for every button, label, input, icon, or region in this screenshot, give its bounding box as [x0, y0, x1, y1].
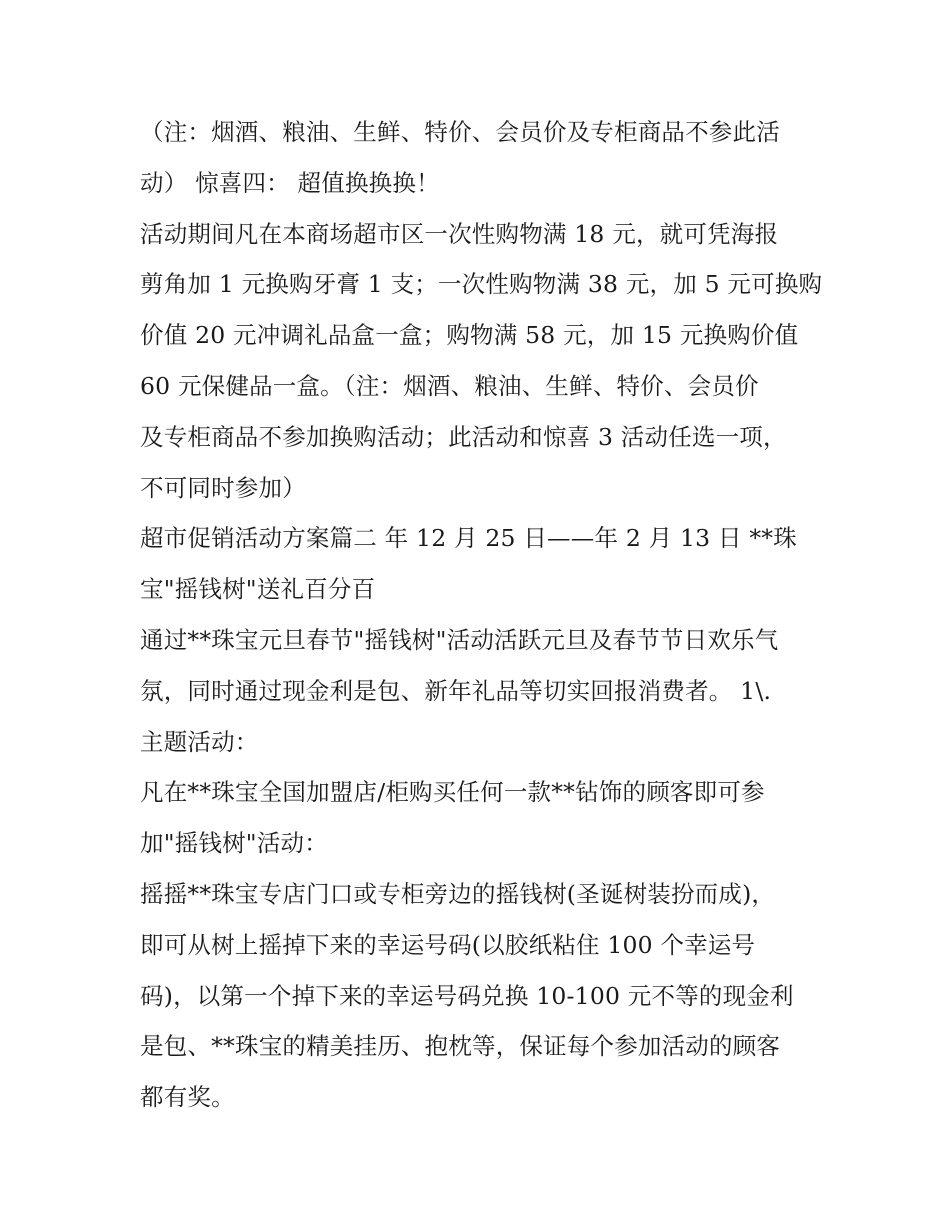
text-line: （注：烟酒、粮油、生鲜、特价、会员价及专柜商品不参此活	[140, 118, 780, 146]
text-line: 不可同时参加）	[140, 473, 306, 502]
text-line: 通过**珠宝元旦春节"摇钱树"活动活跃元旦及春节节日欢乐气	[140, 625, 779, 654]
text-line: 60 元保健品一盒。（注：烟酒、粮油、生鲜、特价、会员价	[140, 371, 759, 400]
text-line: 都有奖。	[140, 1083, 235, 1112]
text-line: 超市促销活动方案篇二 年 12 月 25 日——年 2 月 13 日 **珠	[140, 524, 797, 553]
text-line: 摇摇**珠宝专店门口或专柜旁边的摇钱树(圣诞树装扮而成)，	[140, 879, 776, 908]
text-line: 凡在**珠宝全国加盟店/柜购买任何一款**钻饰的顾客即可参	[140, 778, 765, 807]
document-body	[140, 107, 823, 1123]
text-line: 动） 惊喜四： 超值换换换！	[140, 168, 440, 197]
text-line: 加"摇钱树"活动：	[140, 829, 328, 858]
text-line: 即可从树上摇掉下来的幸运号码(以胶纸粘住 100 个幸运号	[140, 930, 756, 959]
text-line: 主题活动：	[140, 727, 259, 756]
text-line: 氛，同时通过现金利是包、新年礼品等切实回报消费者。 1\.	[140, 676, 772, 705]
text-line: 及专柜商品不参加换购活动；此活动和惊喜 3 活动任选一项，	[140, 422, 787, 451]
text-line: 剪角加 1 元换购牙膏 1 支；一次性购物满 38 元，加 5 元可换购	[140, 270, 823, 299]
text-line: 宝"摇钱树"送礼百分百	[140, 575, 376, 604]
text-line: 码)，以第一个掉下来的幸运号码兑换 10-100 元不等的现金利	[140, 981, 794, 1010]
text-line: 价值 20 元冲调礼品盒一盒；购物满 58 元，加 15 元换购价值	[140, 321, 799, 350]
text-line: 是包、**珠宝的精美挂历、抱枕等，保证每个参加活动的顾客	[140, 1032, 781, 1061]
text-line: 活动期间凡在本商场超市区一次性购物满 18 元，就可凭海报	[140, 219, 779, 248]
